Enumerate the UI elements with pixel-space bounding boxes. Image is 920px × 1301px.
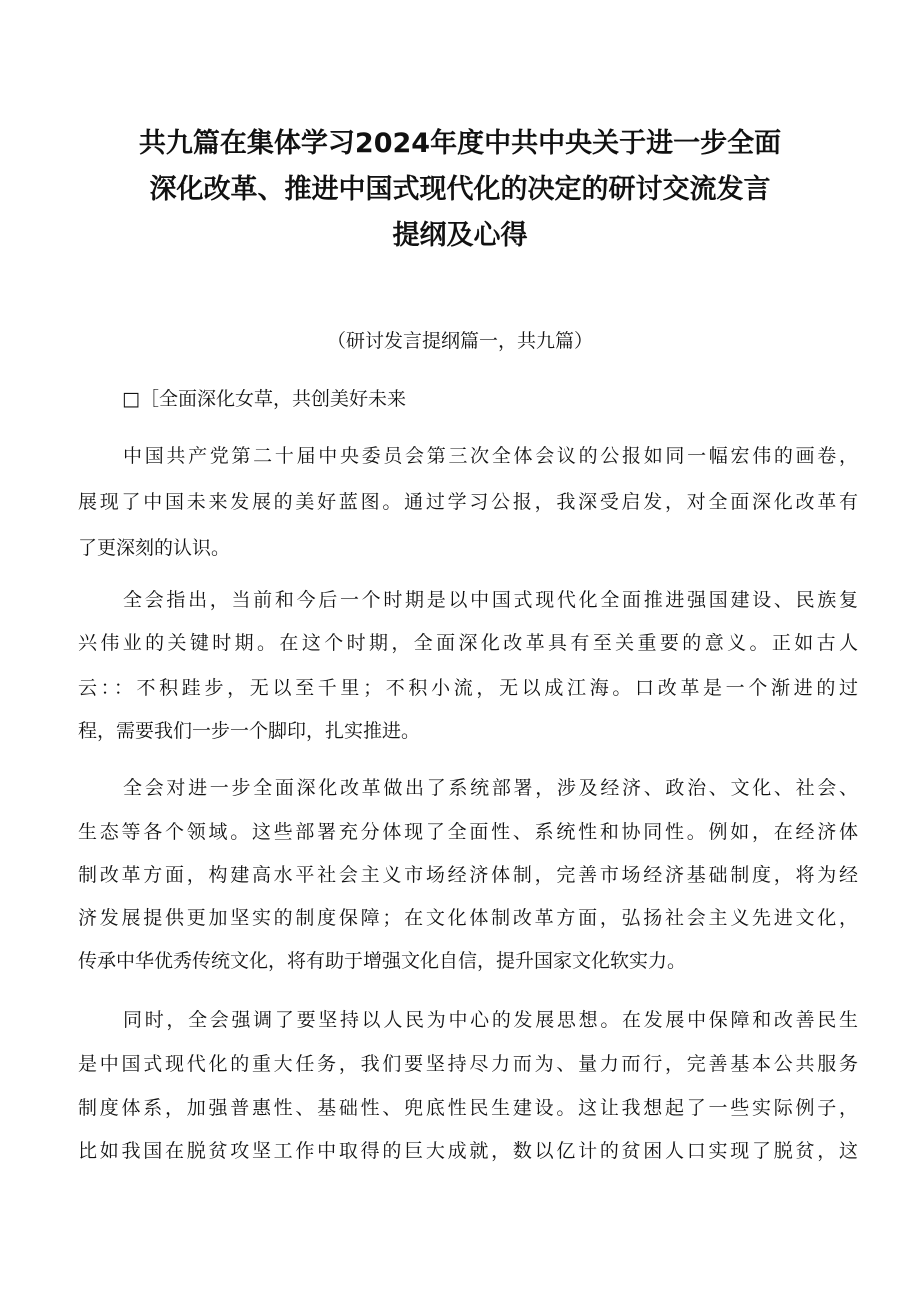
paragraph-2-line-3: 云：：不积跬步，无以至千里；不积小流，无以成江海。口改革是一个渐进的过 [78,677,858,699]
paragraph-4-line-2: 是中国式现代化的重大任务，我们要坚持尽力而为、量力而行，完善基本公共服务 [78,1053,858,1075]
paragraph-2-line-2: 兴伟业的关键时期。在这个时期，全面深化改革具有至关重要的意义。正如古人 [78,632,858,654]
paragraph-3-line-4: 济发展提供更加坚实的制度保障；在文化体制改革方面，弘扬社会主义先进文化， [78,907,858,929]
paragraph-4-line-1: 同时，全会强调了要坚持以人民为中心的发展思想。在发展中保障和改善民生 [123,1009,858,1031]
section-heading: □［全面深化女草，共创美好未来 [122,388,406,410]
paragraph-3-line-5: 传承中华优秀传统文化，将有助于增强文化自信，提升国家文化软实力。 [78,950,687,972]
document-title-line-1: 共九篇在集体学习2024年度中共中央关于进一步全面 [138,128,782,159]
paragraph-1-line-3: 了更深刻的认识。 [78,537,231,559]
paragraph-2-line-1: 全会指出，当前和今后一个时期是以中国式现代化全面推进强国建设、民族复 [123,589,858,611]
document-title-line-2: 深化改革、推进中国式现代化的决定的研讨交流发言 [149,174,771,205]
document-subtitle: （研讨发言提纲篇一，共九篇） [326,330,593,352]
paragraph-4-line-4: 比如我国在脱贫攻坚工作中取得的巨大成就，数以亿计的贫困人口实现了脱贫，这 [78,1140,858,1162]
paragraph-3-line-2: 生态等各个领域。这些部署充分体现了全面性、系统性和协同性。例如，在经济体 [78,821,858,843]
paragraph-1-line-1: 中国共产党第二十届中央委员会第三次全体会议的公报如同一幅宏伟的画卷， [123,445,858,467]
paragraph-1-line-2: 展现了中国未来发展的美好蓝图。通过学习公报，我深受启发，对全面深化改革有 [78,491,858,513]
paragraph-4-line-3: 制度体系，加强普惠性、基础性、兜底性民生建设。这让我想起了一些实际例子， [78,1097,858,1119]
paragraph-2-line-4: 程，需要我们一步一个脚印，扎实推进。 [78,720,421,742]
paragraph-3-line-3: 制改革方面，构建高水平社会主义市场经济体制，完善市场经济基础制度，将为经 [78,864,858,886]
paragraph-3-line-1: 全会对进一步全面深化改革做出了系统部署，涉及经济、政治、文化、社会、 [123,777,858,799]
document-title-line-3: 提纲及心得 [392,220,528,251]
